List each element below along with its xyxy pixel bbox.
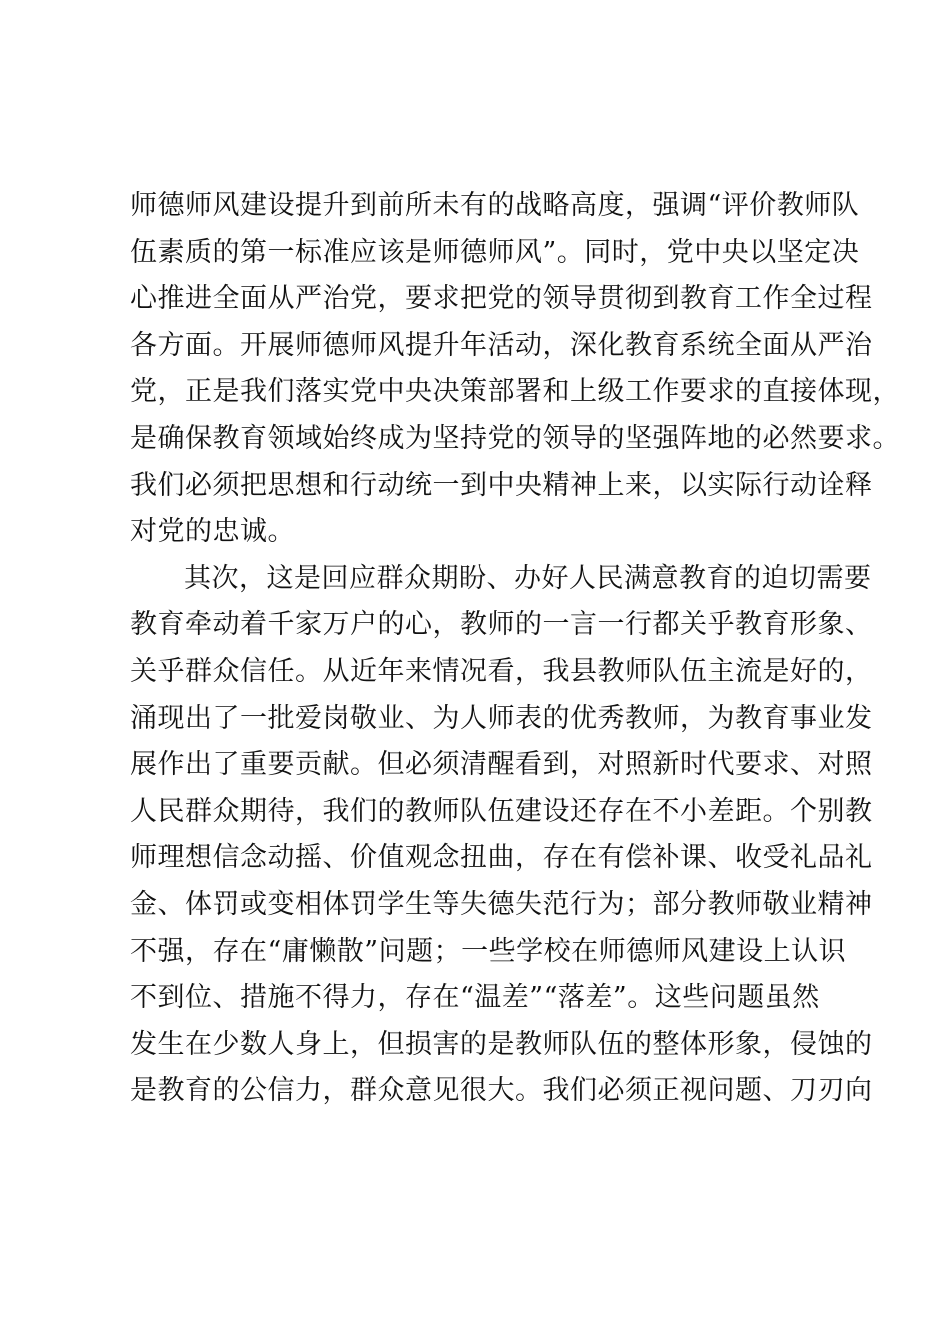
paragraph-1 [130, 183, 900, 556]
text-line: 我们必须把思想和行动统一到中央精神上来，以实际行动诠释 [130, 469, 873, 501]
text-line: 金、体罚或变相体罚学生等失德失范行为；部分教师敬业精神 [130, 888, 873, 920]
text-line: 不强，存在“庸懒散”问题；一些学校在师德师风建设上认识 [130, 935, 847, 967]
text-line: 伍素质的第一标准应该是师德师风”。同时，党中央以坚定决 [130, 236, 860, 268]
body-text [130, 183, 900, 1115]
text-line: 展作出了重要贡献。但必须清醒看到，对照新时代要求、对照 [130, 749, 873, 781]
text-line: 是确保教育领域始终成为坚持党的领导的坚强阵地的必然要求。 [130, 422, 900, 454]
text-line: 对党的忠诚。 [130, 516, 295, 548]
text-line: 关乎群众信任。从近年来情况看，我县教师队伍主流是好的， [130, 655, 873, 687]
text-line: 人民群众期待，我们的教师队伍建设还存在不小差距。个别教 [130, 795, 873, 827]
text-line: 心推进全面从严治党，要求把党的领导贯彻到教育工作全过程 [130, 283, 873, 315]
text-line: 党，正是我们落实党中央决策部署和上级工作要求的直接体现， [130, 376, 900, 408]
paragraph-2 [130, 556, 873, 1115]
text-line: 师理想信念动摇、价值观念扭曲，存在有偿补课、收受礼品礼 [130, 842, 873, 874]
text-line: 不到位、措施不得力，存在“温差”“落差”。这些问题虽然 [130, 982, 820, 1014]
text-line: 涌现出了一批爱岗敬业、为人师表的优秀教师，为教育事业发 [130, 702, 873, 734]
text-line: 各方面。开展师德师风提升年活动，深化教育系统全面从严治 [130, 329, 873, 361]
text-line: 是教育的公信力，群众意见很大。我们必须正视问题、刀刃向 [130, 1075, 873, 1107]
text-line-indented: 其次，这是回应群众期盼、办好人民满意教育的迫切需要 [184, 562, 872, 594]
text-line: 师德师风建设提升到前所未有的战略高度，强调“评价教师队 [130, 190, 860, 221]
text-line: 教育牵动着千家万户的心，教师的一言一行都关乎教育形象、 [130, 609, 873, 641]
text-line: 发生在少数人身上，但损害的是教师队伍的整体形象，侵蚀的 [130, 1028, 873, 1060]
